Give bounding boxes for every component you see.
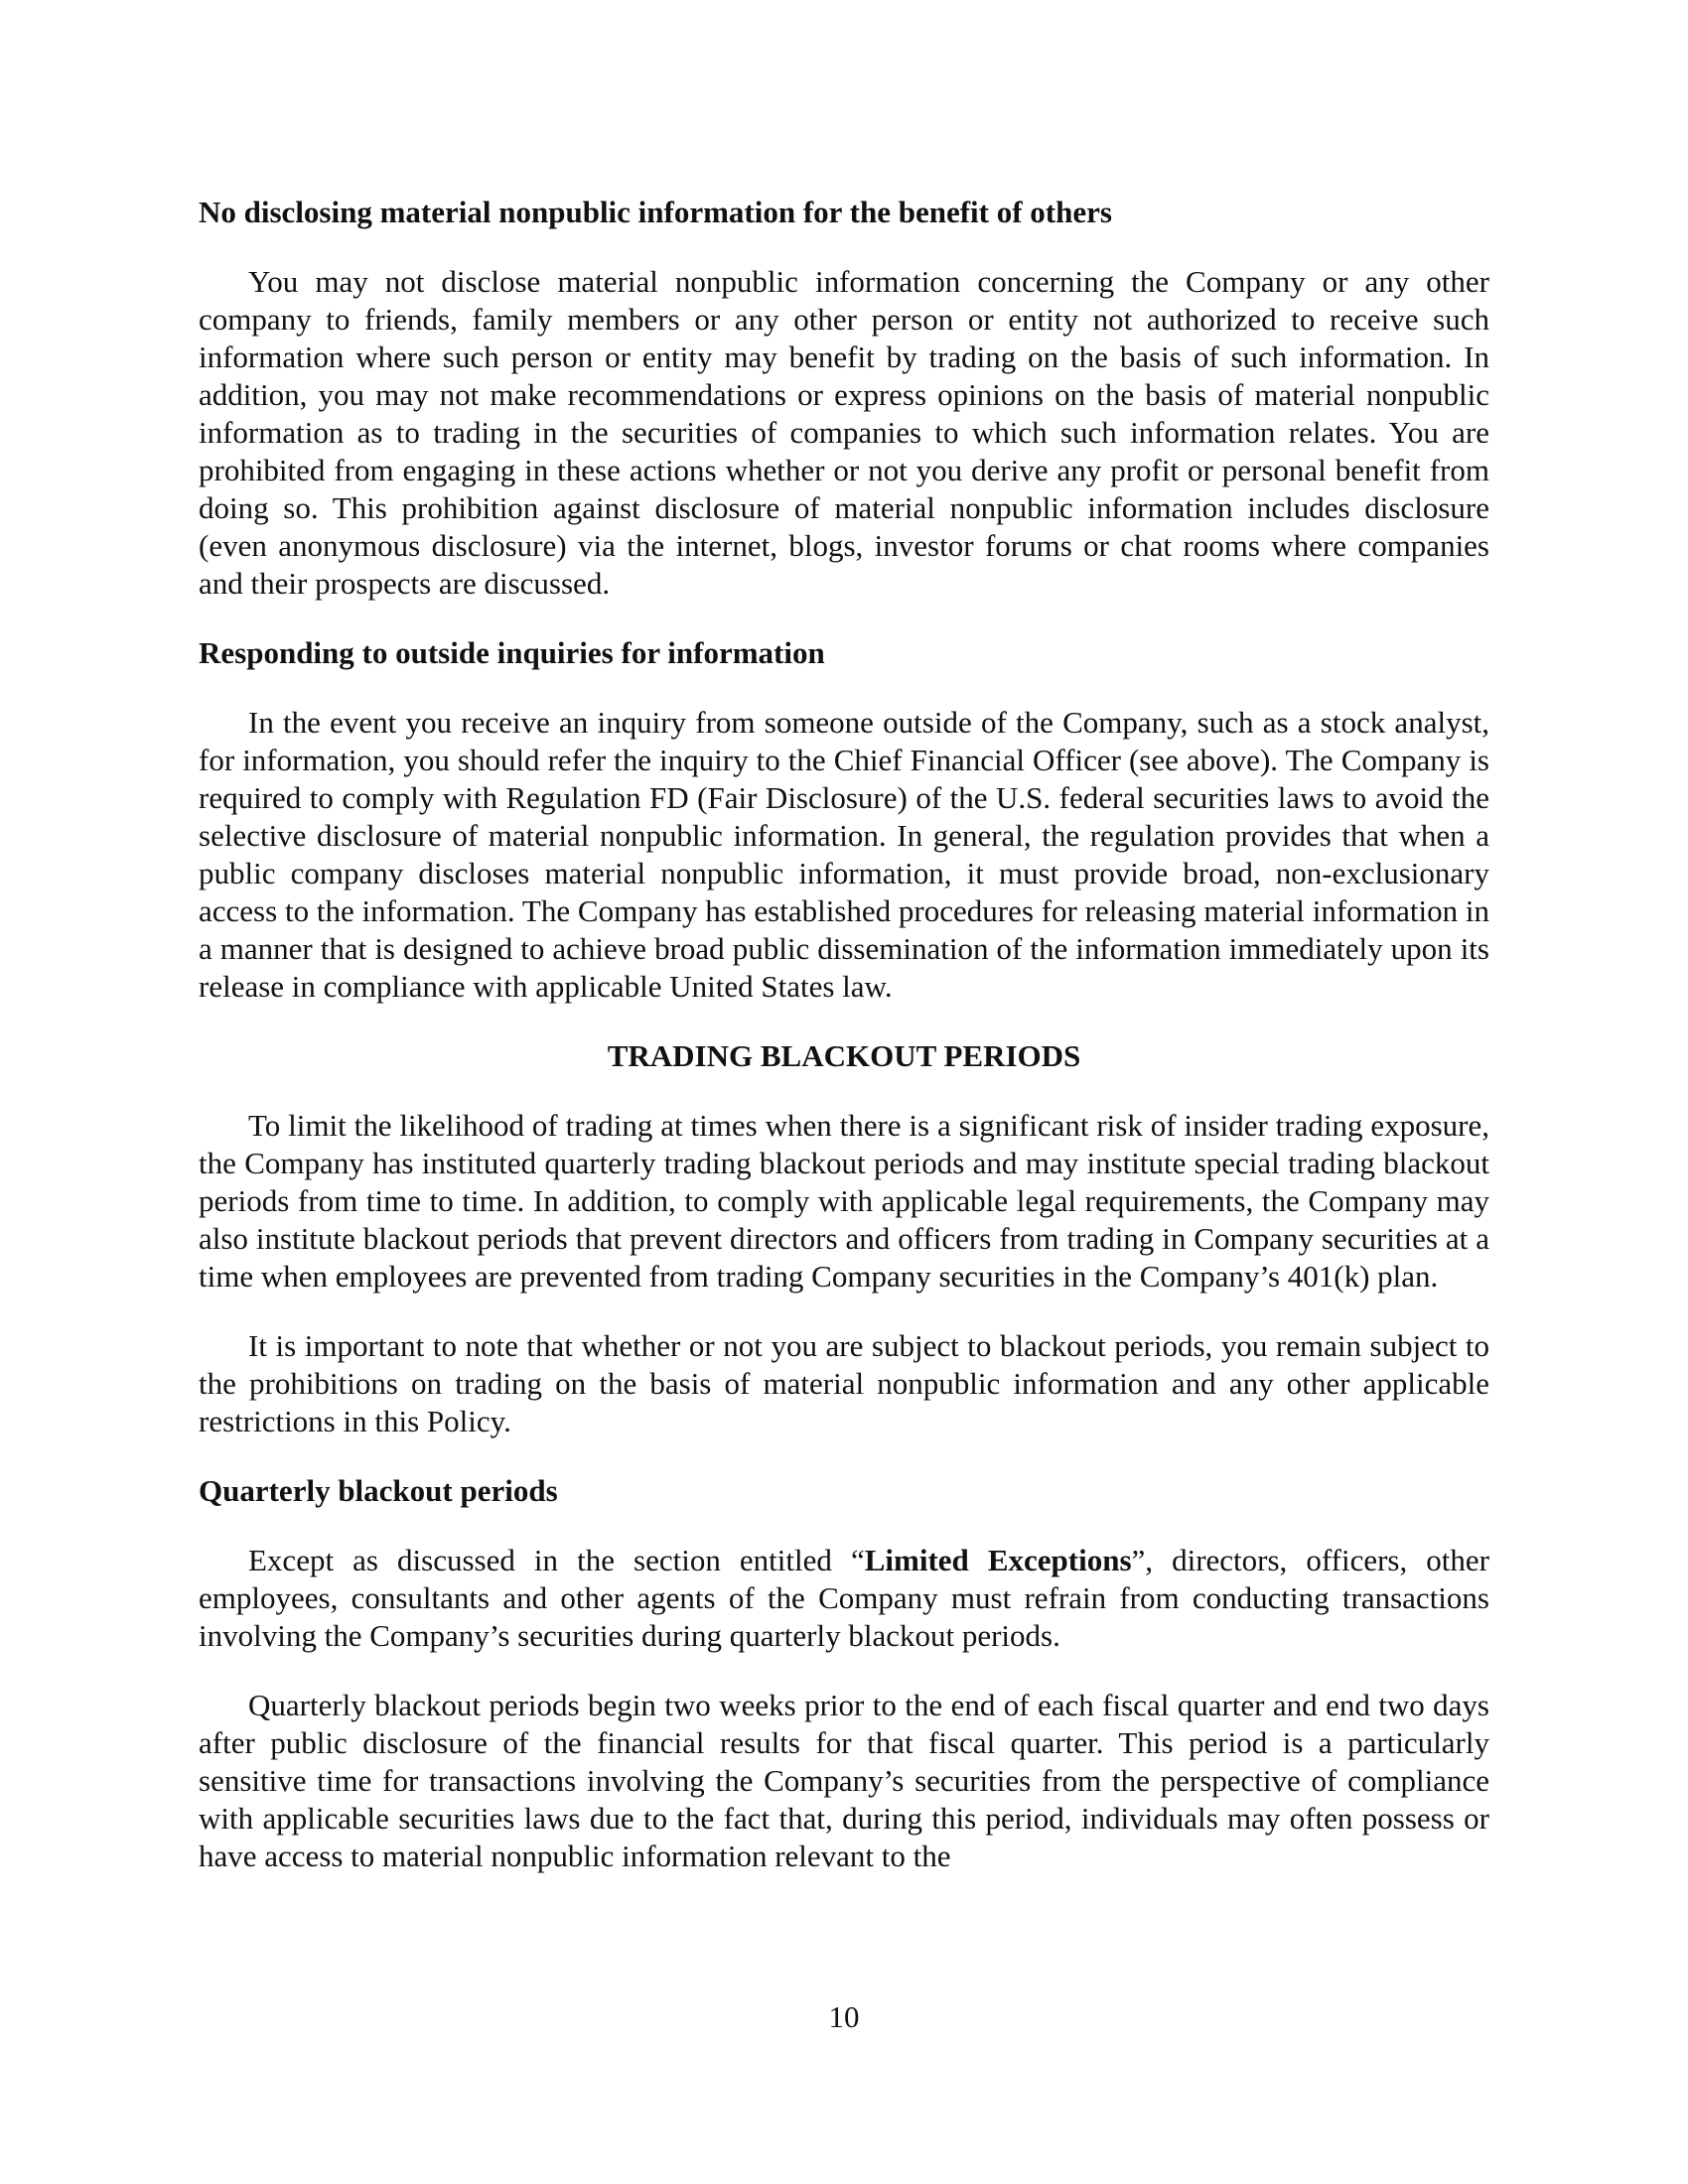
paragraph-quarterly-1-tail: ”, directors, officers, other employees, consultants and other agents of the Company must refrain from conducting transactions involving the Company’s securities during quarterly blackout periods. bbox=[199, 1543, 1489, 1653]
paragraph-blackout-2: It is important to note that whether or not you are subject to blackout periods, you remain subject to the prohibitions on trading on the basis of material nonpublic information and any other applicable restrictions in this Policy. bbox=[199, 1328, 1489, 1438]
page-number: 10 bbox=[828, 1999, 860, 2034]
paragraph-quarterly-2: Quarterly blackout periods begin two weeks prior to the end of each fiscal quarter and end two days after public disclosure of the financial results for that fiscal quarter. This period is a particularly sensitive time for transactions involving the Company’s securities from the perspective of compliance with applicable securities laws due to the fact that, during this period, individuals may often possess or have access to material nonpublic information relevant to the bbox=[199, 1688, 1489, 1873]
paragraph-disclosing: You may not disclose material nonpublic information concerning the Company or any other company to friends, family members or any other person or entity not authorized to receive such information where such person or entity may benefit by trading on the basis of such information. In addition, you may not make recommendations or express opinions on the basis of material nonpublic information as to trading in the securities of companies to which such information relates. You are prohibited from engaging in these actions whether or not you derive any profit or personal benefit from doing so. This prohibition against disclosure of material nonpublic information includes disclosure (even anonymous disclosure) via the internet, blogs, investor forums or chat rooms where companies and their prospects are discussed. bbox=[199, 264, 1489, 601]
section-heading-disclosing: No disclosing material nonpublic information for the benefit of others bbox=[199, 195, 1112, 229]
paragraph-inquiries: In the event you receive an inquiry from someone outside of the Company, such as a stock analyst, for information, you should refer the inquiry to the Chief Financial Officer (see above). The Company is required to comply with Regulation FD (Fair Disclosure) of the U.S. federal securities laws to avoid the selective disclosure of material nonpublic information. In general, the regulation provides that when a public company discloses material nonpublic information, it must provide broad, non-exclusionary access to the information. The Company has established procedures for releasing material information in a manner that is designed to achieve broad public dissemination of the information immediately upon its release in compliance with applicable United States law. bbox=[199, 705, 1489, 1004]
paragraph-quarterly-1-lead: Except as discussed in the section entitled “ bbox=[248, 1543, 865, 1577]
section-heading-inquiries: Responding to outside inquiries for information bbox=[199, 635, 825, 670]
paragraph-blackout-1: To limit the likelihood of trading at times when there is a significant risk of insider trading exposure, the Company has instituted quarterly trading blackout periods and may institute special trading blackout periods from time to time. In addition, to comply with applicable legal requirements, the Company may also institute blackout periods that prevent directors and officers from trading in Company securities at a time when employees are prevented from trading Company securities in the Company’s 401(k) plan. bbox=[199, 1108, 1489, 1294]
section-heading-quarterly: Quarterly blackout periods bbox=[199, 1473, 558, 1508]
document-page bbox=[199, 194, 1489, 1907]
paragraph-quarterly-1 bbox=[199, 1542, 1489, 1655]
limited-exceptions-reference: Limited Exceptions bbox=[864, 1543, 1132, 1577]
section-heading-blackout: TRADING BLACKOUT PERIODS bbox=[607, 1038, 1081, 1073]
